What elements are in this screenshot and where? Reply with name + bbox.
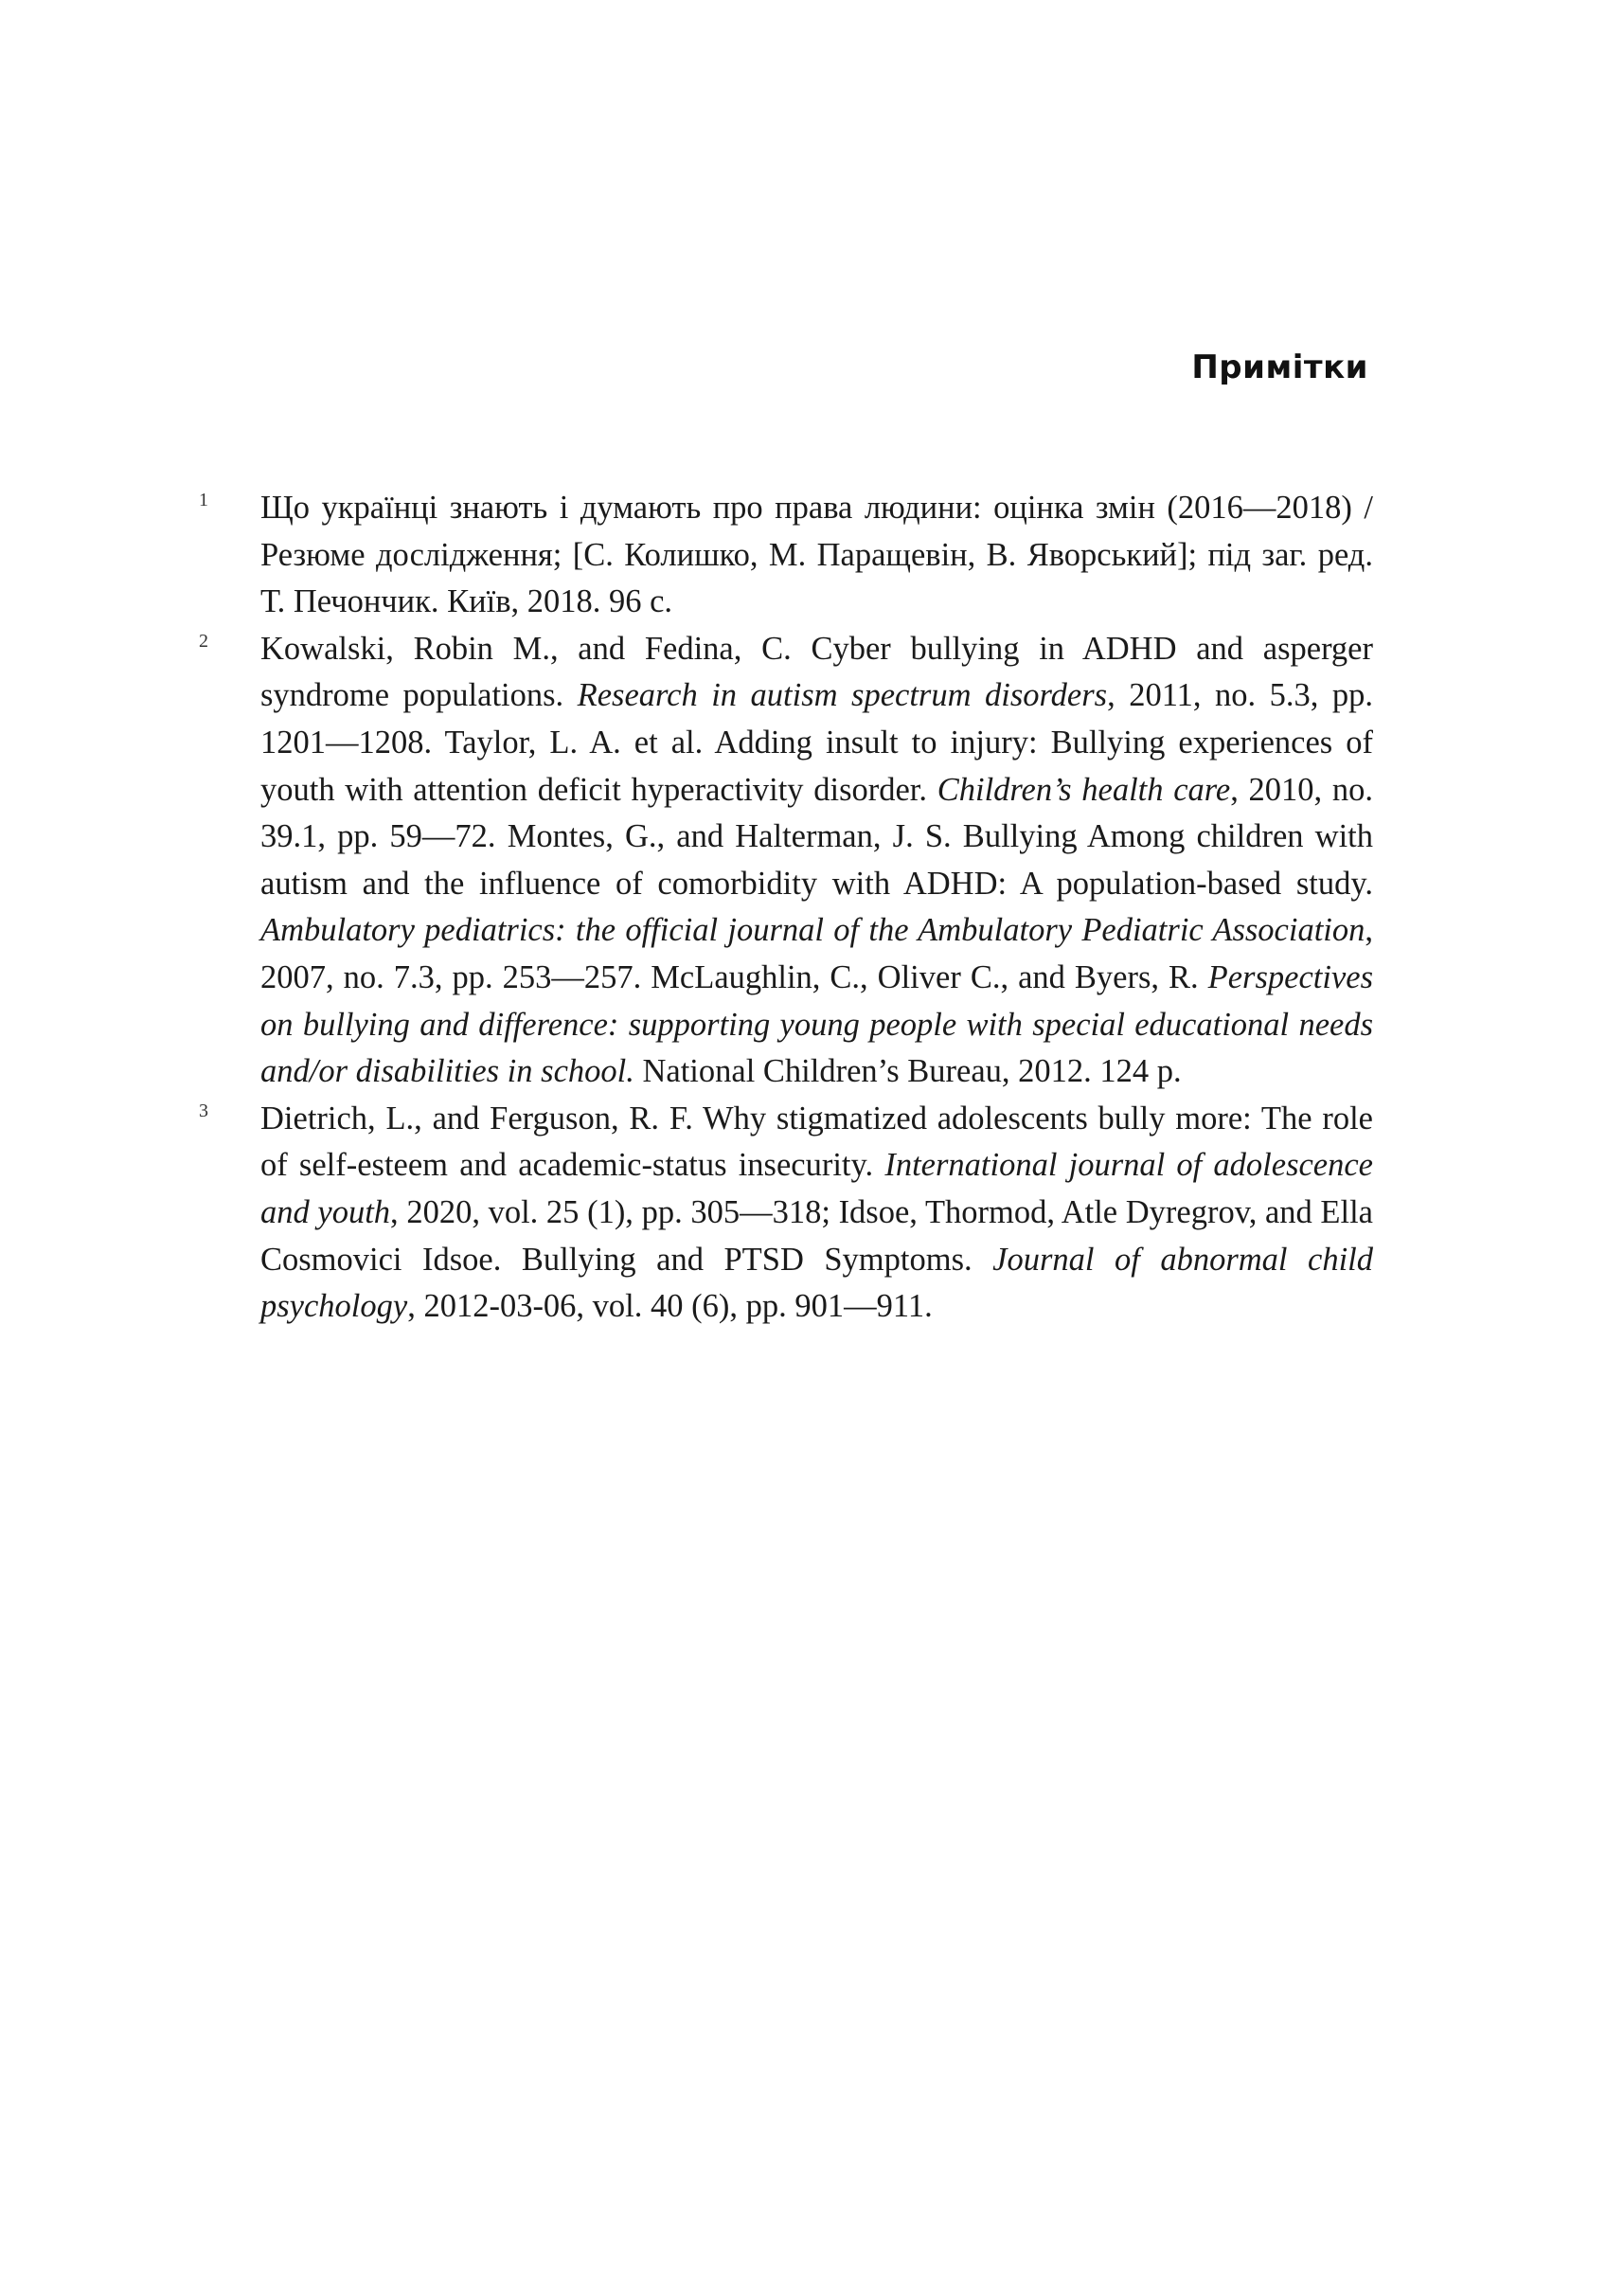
note-text: Kowalski, Robin M., and Fedina, C. Cyber bullying in ADHD and asperger syndrome populations. Research in autism spectrum disorders, 2011, no. 5.3, pp. 1201—1208. Taylor, L. A. et al. Adding insult to injury: Bullying experiences of youth with attention deficit hyperactivity disorder. Children’s health care, 2010, no. 39.1, pp. 59—72. Montes, G., and Halterman, J. S. Bullying Among children with autism and the influence of comorbidity with ADHD: A population-based study. Ambulatory pediatrics: the official journal of the Ambulatory Pediatric Association, 2007, no. 7.3, pp. 253—257. McLaughlin, C., Oliver C., and Byers, R. Perspectives on bullying and difference: supporting young people with special educational needs and/or disabilities in school. National Children’s Bureau, 2012. 124 p. [260, 630, 1373, 1090]
note-number: 3 [199, 1100, 208, 1121]
note-text: Dietrich, L., and Ferguson, R. F. Why stigmatized adolescents bully more: The role of self-esteem and academic-status insecurity. International journal of adolescence and youth, 2020, vol. 25 (1), pp. 305—318; Idsoe, Thormod, Atle Dyregrov, and Ella Cosmovici Idsoe. Bullying and PTSD Symptoms. Journal of abnormal child psychology, 2012-03-06, vol. 40 (6), pp. 901—911. [260, 1100, 1374, 1325]
italic-title: Research in autism spectrum disorders [577, 677, 1108, 714]
italic-title: Ambulatory pediatrics: the official journal of the Ambulatory Pediatric Association [260, 912, 1365, 949]
italic-title: Perspectives on bullying and difference: supporting young people with special educational needs and/or disabilities in school. [260, 958, 1373, 1090]
note-number: 1 [199, 490, 208, 510]
note-number: 2 [199, 630, 208, 652]
italic-title: Journal of abnormal child psychology [260, 1241, 1374, 1325]
italic-title: International journal of adolescence and youth [260, 1147, 1373, 1230]
note-item [199, 1096, 1373, 1331]
note-item [199, 485, 1373, 626]
note-item [199, 626, 1373, 1096]
note-text: Що українці знають і думають про права людини: оцінка змін (2016—2018) / Резюме дослідження; [С. Колишко, М. Паращевін, В. Яворський]; під заг. ред. Т. Печончик. Київ, 2018. 96 с. [260, 490, 1373, 620]
page-heading: Примітки [1191, 349, 1368, 386]
notes-list [199, 485, 1373, 1331]
italic-title: Children’s health care [937, 771, 1231, 808]
